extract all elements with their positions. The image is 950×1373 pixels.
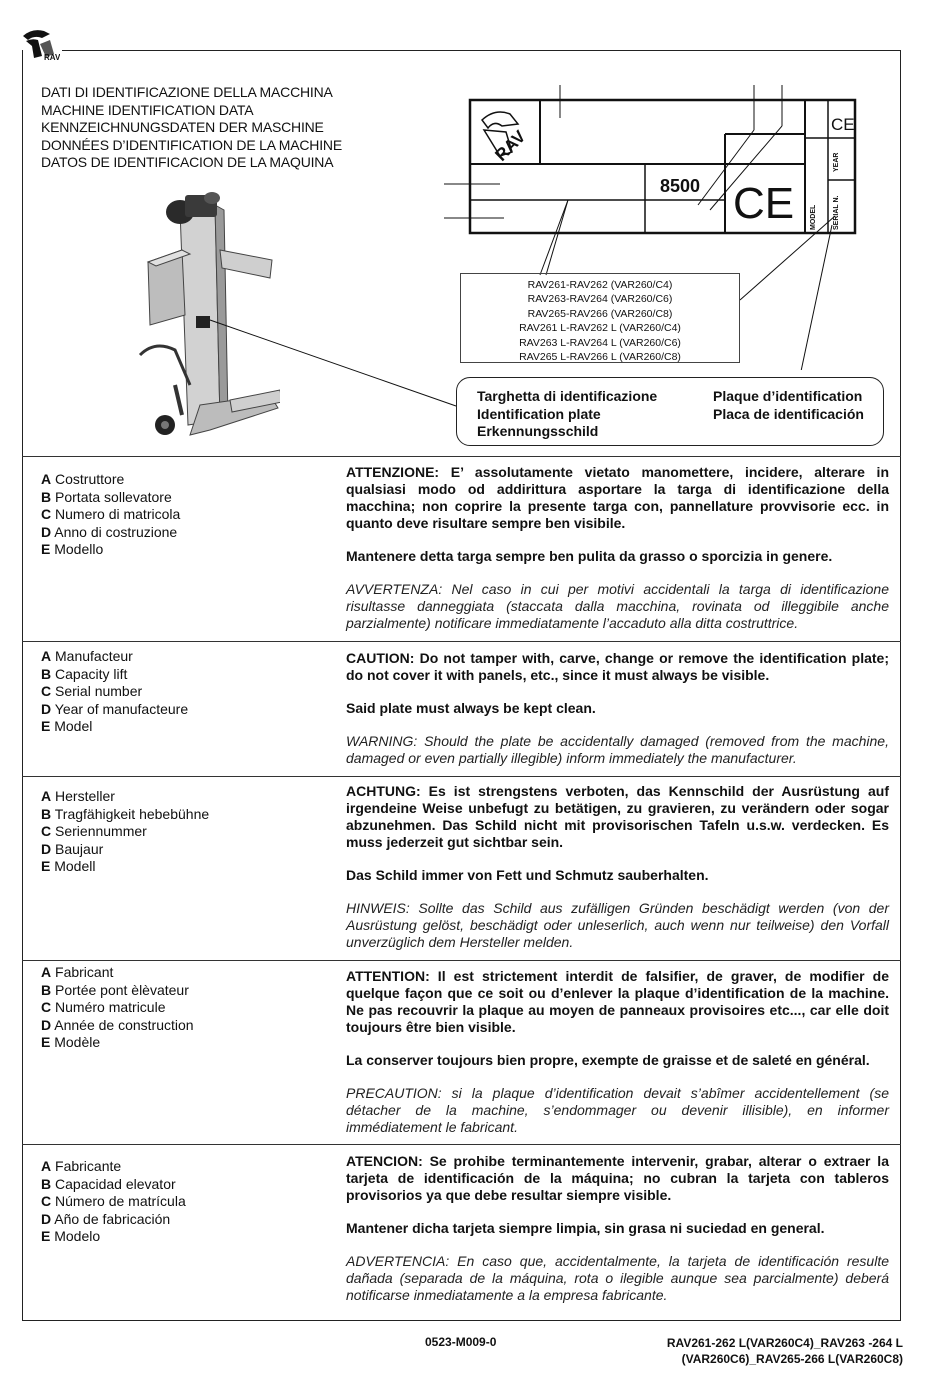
footer-model-line: (VAR260C6)_RAV265-266 L(VAR260C8) xyxy=(681,1352,903,1366)
note-es: ADVERTENCIA: En caso que, accidentalmente, la tarjeta de identificación resulte dañada (separada de la máquina, rota o ilegible aunque sea parcialmente) deberá notificarse inmediatamente a la empresa fabricante. xyxy=(346,1253,889,1303)
keep-clean-es: Mantener dicha tarjeta siempre limpia, sin grasa ni suciedad en general. xyxy=(346,1220,825,1236)
title-es: DATOS DE IDENTIFICACION DE LA MAQUINA xyxy=(41,154,334,171)
section-it-text xyxy=(346,464,889,648)
id-label-it: Targhetta di identificazione xyxy=(477,388,658,404)
legend-es: A Fabricante B Capacidad elevator C Número de matrícula D Año de fabricación E Modelo xyxy=(41,1158,186,1245)
identification-plate-label xyxy=(456,377,884,446)
page-title xyxy=(41,84,342,172)
section-divider xyxy=(22,1144,901,1145)
section-divider xyxy=(22,960,901,961)
section-en-text xyxy=(346,650,889,783)
plate-capacity: 8500 xyxy=(660,176,701,196)
note-it: AVVERTENZA: Nel caso in cui per motivi accidentali la targa di identificazione risultasse danneggiata (staccata dalla macchina, rovinata od illeggibile anche parzialmente) notificare immediatamente l’accaduto alla ditta costruttrice. xyxy=(346,581,889,631)
plate-ce-mark-small: CE xyxy=(831,115,855,134)
title-en: MACHINE IDENTIFICATION DATA xyxy=(41,101,254,118)
section-divider xyxy=(22,456,901,457)
warning-es: ATENCION: Se prohibe terminantemente intervenir, grabar, alterar o extraer la tarjeta de identificación de la máquina; no cubran la tarjeta con tableros provisorios ya que debe resultar siempre visible. xyxy=(346,1153,889,1203)
model-item: RAV265 L-RAV266 L (VAR260/C8) xyxy=(519,351,681,364)
model-item: RAV263-RAV264 (VAR260/C6) xyxy=(527,293,673,306)
section-de-text xyxy=(346,783,889,967)
title-fr: DONNÉES D’IDENTIFICATION DE LA MACHINE xyxy=(41,136,342,153)
plate-ce-mark: CE xyxy=(733,179,795,228)
document-code: 0523-M009-0 xyxy=(425,1335,497,1349)
keep-clean-fr: La conserver toujours bien propre, exempte de graisse et de saleté en général. xyxy=(346,1052,870,1068)
note-fr: PRECAUTION: si la plaque d’identification devait s’abîmer accidentellement (se détacher de la machine, s’endommager ou devenir illisible), en informer immédiatement le fabricant. xyxy=(346,1085,889,1135)
section-divider xyxy=(22,641,901,642)
leader-line xyxy=(200,300,470,420)
note-en: WARNING: Should the plate be accidentally damaged (removed from the machine, damaged or even partially illegible) inform immediately the manufacturer. xyxy=(346,733,889,766)
section-fr-text xyxy=(346,968,889,1152)
svg-text:RAV: RAV xyxy=(44,53,60,62)
model-item: RAV263 L-RAV264 L (VAR260/C6) xyxy=(519,336,681,349)
plate-label-serial: SERIAL N. xyxy=(833,195,840,230)
title-de: KENNZEICHNUNGSDATEN DER MASCHINE xyxy=(41,119,324,136)
legend-de: A Hersteller B Tragfähigkeit hebebühne C Seriennummer D Baujaur E Modell xyxy=(41,788,210,875)
keep-clean-it: Mantenere detta targa sempre ben pulita da grasso o sporcizia in genere. xyxy=(346,548,833,564)
section-es-text xyxy=(346,1153,889,1320)
legend-en: A Manufacteur B Capacity lift C Serial number D Year of manufacteure E Model xyxy=(41,648,189,735)
footer-model-line: RAV261-262 L(VAR260C4)_RAV263 -264 L xyxy=(666,1336,903,1350)
id-label-de: Erkennungsschild xyxy=(477,423,599,439)
keep-clean-en: Said plate must always be kept clean. xyxy=(346,700,596,716)
title-it: DATI DI IDENTIFICAZIONE DELLA MACCHINA xyxy=(41,84,333,100)
model-item: RAV261 L-RAV262 L (VAR260/C4) xyxy=(519,322,681,335)
legend-it: A Costruttore B Portata sollevatore C Numero di matricola D Anno di costruzione E Modello xyxy=(41,471,181,558)
section-divider xyxy=(22,776,901,777)
warning-fr: ATTENTION: Il est strictement interdit de falsifier, de graver, de modifier de quelque façon que ce soit ou d’enlever la plaque d’identification de la machine. Ne pas recouvrir la plaque au moyen de panneaux provisoires etc..., car elle doit toujours être bien visible. xyxy=(346,968,889,1035)
note-de: HINWEIS: Sollte das Schild aus zufälligen Gründen beschädigt werden (von der Ausrüstung gelöst, beschädigt oder unleserlich, auch wenn nur teilweise) den Vorfall unverzüglich dem Hersteller melden. xyxy=(346,900,889,950)
legend-fr: A Fabricant B Portée pont èlèvateur C Numéro matricule D Année de construction E Modèle xyxy=(41,964,194,1051)
plate-label-model: MODEL xyxy=(810,204,817,230)
plate-label-year: YEAR xyxy=(833,152,840,172)
warning-it: ATTENZIONE: E’ assolutamente vietato manomettere, incidere, alterare in qualsiasi modo od addirittura asportare la targa di identificazione della macchina; non coprire la presente targa con, pannellature provvisorie ecc. in quanto deve risultare sempre ben visibile. xyxy=(346,464,889,531)
footer-models xyxy=(667,1335,903,1367)
model-item: RAV261-RAV262 (VAR260/C4) xyxy=(527,279,673,291)
keep-clean-de: Das Schild immer von Fett und Schmutz sauberhalten. xyxy=(346,867,709,883)
model-item: RAV265-RAV266 (VAR260/C8) xyxy=(527,307,673,320)
models-list xyxy=(460,273,740,363)
id-label-es: Placa de identificación xyxy=(713,405,864,422)
warning-en: CAUTION: Do not tamper with, carve, change or remove the identification plate; do not cover it with panels, etc., since it must always be visible. xyxy=(346,650,889,683)
warning-de: ACHTUNG: Es ist strengstens verboten, das Kennschild der Ausrüstung auf irgendeine Weise unbefugt zu betätigen, zu gravieren, zu verändern oder sogar abzunehmen. Das Schild nicht mit provisorischen Tafeln u.s.w. verdecken. Es muss jederzeit gut sichtbar sein. xyxy=(346,783,889,850)
id-label-en: Identification plate xyxy=(477,405,601,422)
plate-logo-text: RAV xyxy=(491,126,530,165)
id-label-fr: Plaque d’identification xyxy=(713,388,863,404)
